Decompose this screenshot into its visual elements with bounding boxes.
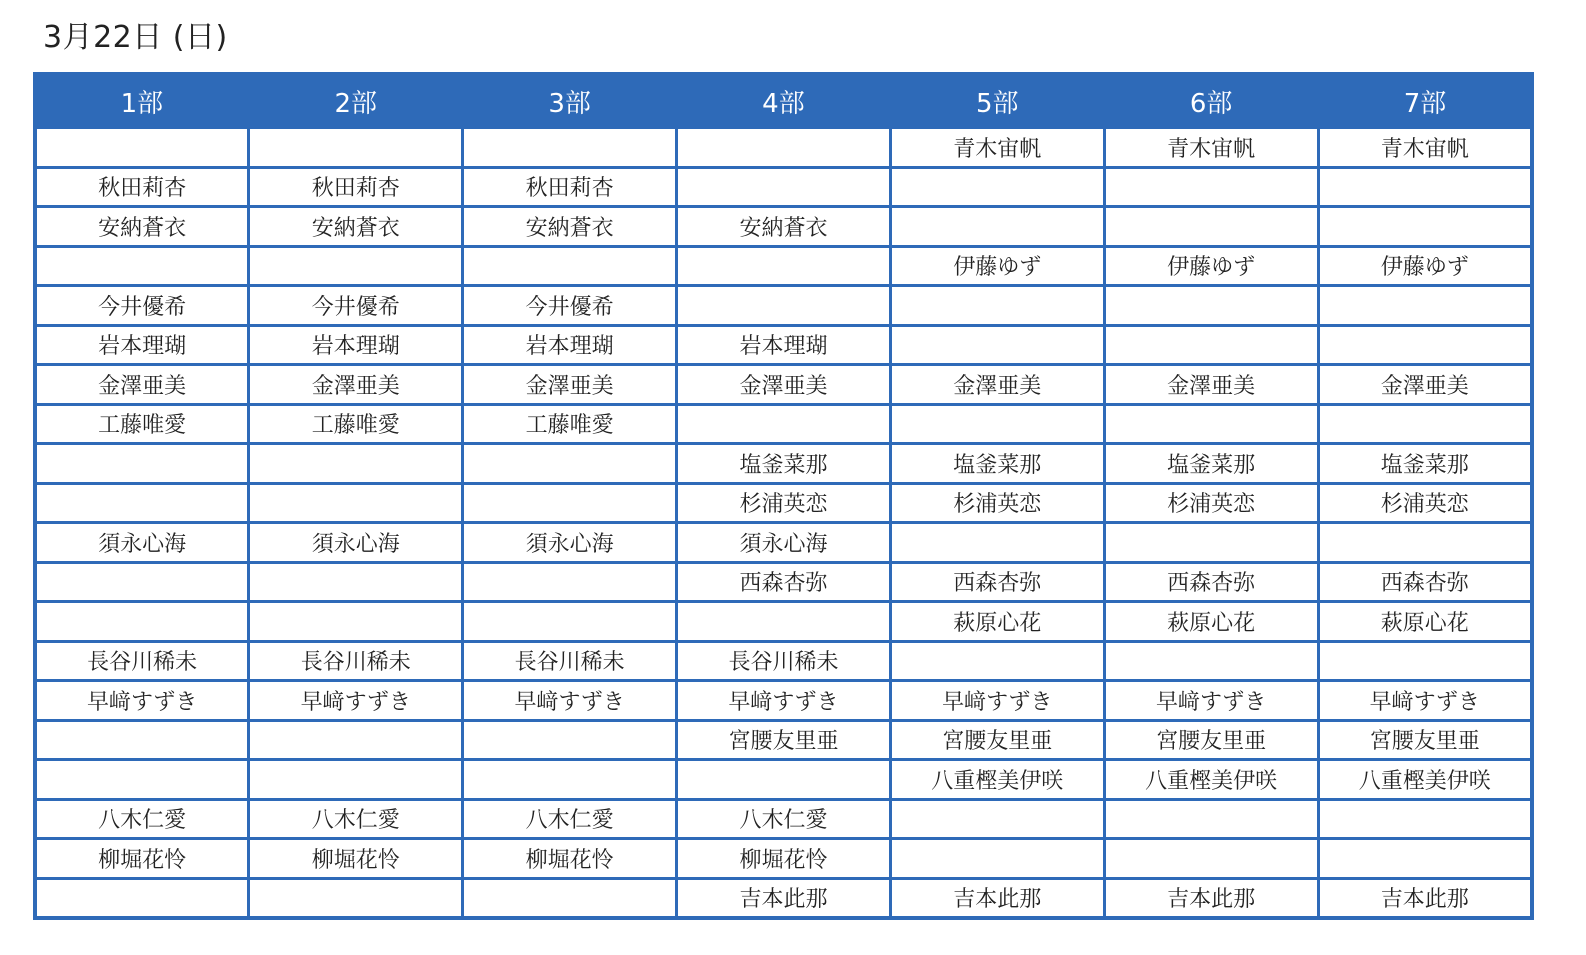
table-cell: 工藤唯愛: [463, 404, 677, 444]
table-cell: [35, 720, 249, 760]
table-cell: 金澤亜美: [35, 365, 249, 405]
table-row: [35, 602, 1532, 642]
table-row: [35, 365, 1532, 405]
table-cell: 伊藤ゆず: [1104, 246, 1318, 286]
table-cell: 伊藤ゆず: [1318, 246, 1532, 286]
table-cell: [890, 523, 1104, 563]
table-cell: [463, 562, 677, 602]
table-row: [35, 246, 1532, 286]
table-cell: [249, 246, 463, 286]
table-cell: [677, 246, 891, 286]
table-cell: 岩本理瑚: [35, 325, 249, 365]
table-cell: [463, 720, 677, 760]
table-cell: [463, 246, 677, 286]
table-cell: 秋田莉杏: [249, 167, 463, 207]
table-cell: [35, 128, 249, 168]
table-cell: [1318, 799, 1532, 839]
table-cell: [1104, 523, 1318, 563]
table-cell: 柳堀花怜: [35, 839, 249, 879]
table-cell: 金澤亜美: [1104, 365, 1318, 405]
table-cell: 杉浦英恋: [1104, 483, 1318, 523]
table-cell: [35, 760, 249, 800]
table-cell: 宮腰友里亜: [677, 720, 891, 760]
header-row: [35, 74, 1532, 128]
table-cell: [1318, 523, 1532, 563]
table-cell: 今井優希: [463, 286, 677, 326]
table-cell: 今井優希: [35, 286, 249, 326]
table-cell: 早﨑すずき: [249, 681, 463, 721]
table-cell: [1104, 325, 1318, 365]
table-cell: [1318, 641, 1532, 681]
table-cell: [463, 128, 677, 168]
table-cell: [1104, 641, 1318, 681]
table-cell: 八木仁愛: [677, 799, 891, 839]
table-cell: 須永心海: [463, 523, 677, 563]
table-cell: 柳堀花怜: [677, 839, 891, 879]
table-cell: [35, 562, 249, 602]
table-cell: 青木宙帆: [890, 128, 1104, 168]
table-cell: 萩原心花: [890, 602, 1104, 642]
table-cell: 八重樫美伊咲: [890, 760, 1104, 800]
table-cell: [249, 444, 463, 484]
schedule-table: [33, 72, 1534, 920]
table-row: [35, 523, 1532, 563]
table-cell: 安納蒼衣: [249, 207, 463, 247]
table-row: [35, 562, 1532, 602]
table-cell: 早﨑すずき: [1104, 681, 1318, 721]
column-header-part-1: 1部: [35, 74, 249, 128]
table-cell: 長谷川稀未: [463, 641, 677, 681]
table-cell: [35, 246, 249, 286]
table-row: [35, 286, 1532, 326]
column-header-part-3: 3部: [463, 74, 677, 128]
table-row: [35, 681, 1532, 721]
page-title: 3月22日 (日): [43, 20, 228, 55]
table-cell: 西森杏弥: [1104, 562, 1318, 602]
table-cell: 秋田莉杏: [35, 167, 249, 207]
table-cell: [35, 444, 249, 484]
table-cell: [249, 878, 463, 918]
column-header-part-7: 7部: [1318, 74, 1532, 128]
table-row: [35, 799, 1532, 839]
table-cell: 吉本此那: [677, 878, 891, 918]
table-cell: 岩本理瑚: [463, 325, 677, 365]
table-cell: 岩本理瑚: [249, 325, 463, 365]
table-cell: [1104, 799, 1318, 839]
table-cell: [35, 483, 249, 523]
table-cell: 柳堀花怜: [249, 839, 463, 879]
table-cell: 工藤唯愛: [35, 404, 249, 444]
table-row: [35, 760, 1532, 800]
table-row: [35, 444, 1532, 484]
column-header-part-6: 6部: [1104, 74, 1318, 128]
table-cell: [249, 720, 463, 760]
table-cell: 金澤亜美: [677, 365, 891, 405]
table-cell: 早﨑すずき: [1318, 681, 1532, 721]
table-cell: [1318, 286, 1532, 326]
table-cell: [463, 760, 677, 800]
table-header: [35, 74, 1532, 128]
table-cell: 吉本此那: [890, 878, 1104, 918]
column-header-part-4: 4部: [677, 74, 891, 128]
table-cell: 早﨑すずき: [890, 681, 1104, 721]
column-header-part-2: 2部: [249, 74, 463, 128]
table-cell: 塩釜菜那: [1318, 444, 1532, 484]
table-cell: 安納蒼衣: [35, 207, 249, 247]
table-cell: 長谷川稀未: [35, 641, 249, 681]
table-cell: 杉浦英恋: [677, 483, 891, 523]
table-cell: [890, 799, 1104, 839]
table-cell: [1318, 325, 1532, 365]
table-cell: [1318, 207, 1532, 247]
table-cell: 金澤亜美: [890, 365, 1104, 405]
table-cell: 早﨑すずき: [677, 681, 891, 721]
table-row: [35, 167, 1532, 207]
table-cell: 八木仁愛: [249, 799, 463, 839]
table-cell: [1104, 839, 1318, 879]
table-cell: 秋田莉杏: [463, 167, 677, 207]
table-cell: [463, 483, 677, 523]
table-cell: [1104, 286, 1318, 326]
table-cell: [1104, 404, 1318, 444]
table-cell: [677, 602, 891, 642]
table-cell: [1318, 839, 1532, 879]
table-cell: 宮腰友里亜: [890, 720, 1104, 760]
table-cell: 塩釜菜那: [677, 444, 891, 484]
table-cell: 金澤亜美: [1318, 365, 1532, 405]
table-row: [35, 483, 1532, 523]
table-cell: 杉浦英恋: [1318, 483, 1532, 523]
table-cell: [249, 562, 463, 602]
table-row: [35, 128, 1532, 168]
table-cell: [463, 878, 677, 918]
table-cell: 早﨑すずき: [35, 681, 249, 721]
table-cell: 金澤亜美: [249, 365, 463, 405]
table-cell: 安納蒼衣: [463, 207, 677, 247]
table-cell: [35, 878, 249, 918]
table-cell: 青木宙帆: [1104, 128, 1318, 168]
table-row: [35, 878, 1532, 918]
table-cell: 金澤亜美: [463, 365, 677, 405]
table-cell: [677, 286, 891, 326]
table-row: [35, 207, 1532, 247]
table-cell: 塩釜菜那: [1104, 444, 1318, 484]
table-cell: [463, 444, 677, 484]
table-row: [35, 325, 1532, 365]
table-cell: [677, 760, 891, 800]
table-cell: [890, 404, 1104, 444]
table-cell: [249, 760, 463, 800]
table-cell: 須永心海: [35, 523, 249, 563]
table-cell: 吉本此那: [1318, 878, 1532, 918]
table-cell: [249, 128, 463, 168]
table-row: [35, 720, 1532, 760]
table-cell: 八木仁愛: [35, 799, 249, 839]
table-cell: [890, 641, 1104, 681]
table-cell: [890, 167, 1104, 207]
table-cell: 宮腰友里亜: [1104, 720, 1318, 760]
table-cell: [890, 207, 1104, 247]
table-cell: 早﨑すずき: [463, 681, 677, 721]
table-cell: [677, 167, 891, 207]
table-cell: 萩原心花: [1104, 602, 1318, 642]
column-header-part-5: 5部: [890, 74, 1104, 128]
table-cell: [35, 602, 249, 642]
table-cell: 伊藤ゆず: [890, 246, 1104, 286]
table-cell: 西森杏弥: [1318, 562, 1532, 602]
table-cell: 岩本理瑚: [677, 325, 891, 365]
table-cell: 西森杏弥: [890, 562, 1104, 602]
table-cell: 塩釜菜那: [890, 444, 1104, 484]
table-cell: 長谷川稀未: [249, 641, 463, 681]
table-cell: [890, 325, 1104, 365]
table-cell: 安納蒼衣: [677, 207, 891, 247]
table-cell: [890, 839, 1104, 879]
table-cell: [463, 602, 677, 642]
table-row: [35, 641, 1532, 681]
table-cell: [677, 404, 891, 444]
table-cell: 萩原心花: [1318, 602, 1532, 642]
table-cell: 青木宙帆: [1318, 128, 1532, 168]
table-cell: [249, 483, 463, 523]
table-cell: [677, 128, 891, 168]
table-cell: 吉本此那: [1104, 878, 1318, 918]
table-cell: 長谷川稀未: [677, 641, 891, 681]
table-cell: 柳堀花怜: [463, 839, 677, 879]
table-cell: [1318, 167, 1532, 207]
table-cell: 須永心海: [677, 523, 891, 563]
table-cell: 宮腰友里亜: [1318, 720, 1532, 760]
table-cell: 八木仁愛: [463, 799, 677, 839]
table-cell: 西森杏弥: [677, 562, 891, 602]
table-cell: [1318, 404, 1532, 444]
table-cell: 杉浦英恋: [890, 483, 1104, 523]
table-row: [35, 404, 1532, 444]
table-cell: 工藤唯愛: [249, 404, 463, 444]
table-cell: 須永心海: [249, 523, 463, 563]
table-cell: 今井優希: [249, 286, 463, 326]
table-cell: [890, 286, 1104, 326]
table-cell: [1104, 207, 1318, 247]
table-cell: 八重樫美伊咲: [1104, 760, 1318, 800]
table-row: [35, 839, 1532, 879]
table-cell: [1104, 167, 1318, 207]
table-cell: [249, 602, 463, 642]
table-cell: 八重樫美伊咲: [1318, 760, 1532, 800]
table-body: [35, 128, 1532, 919]
